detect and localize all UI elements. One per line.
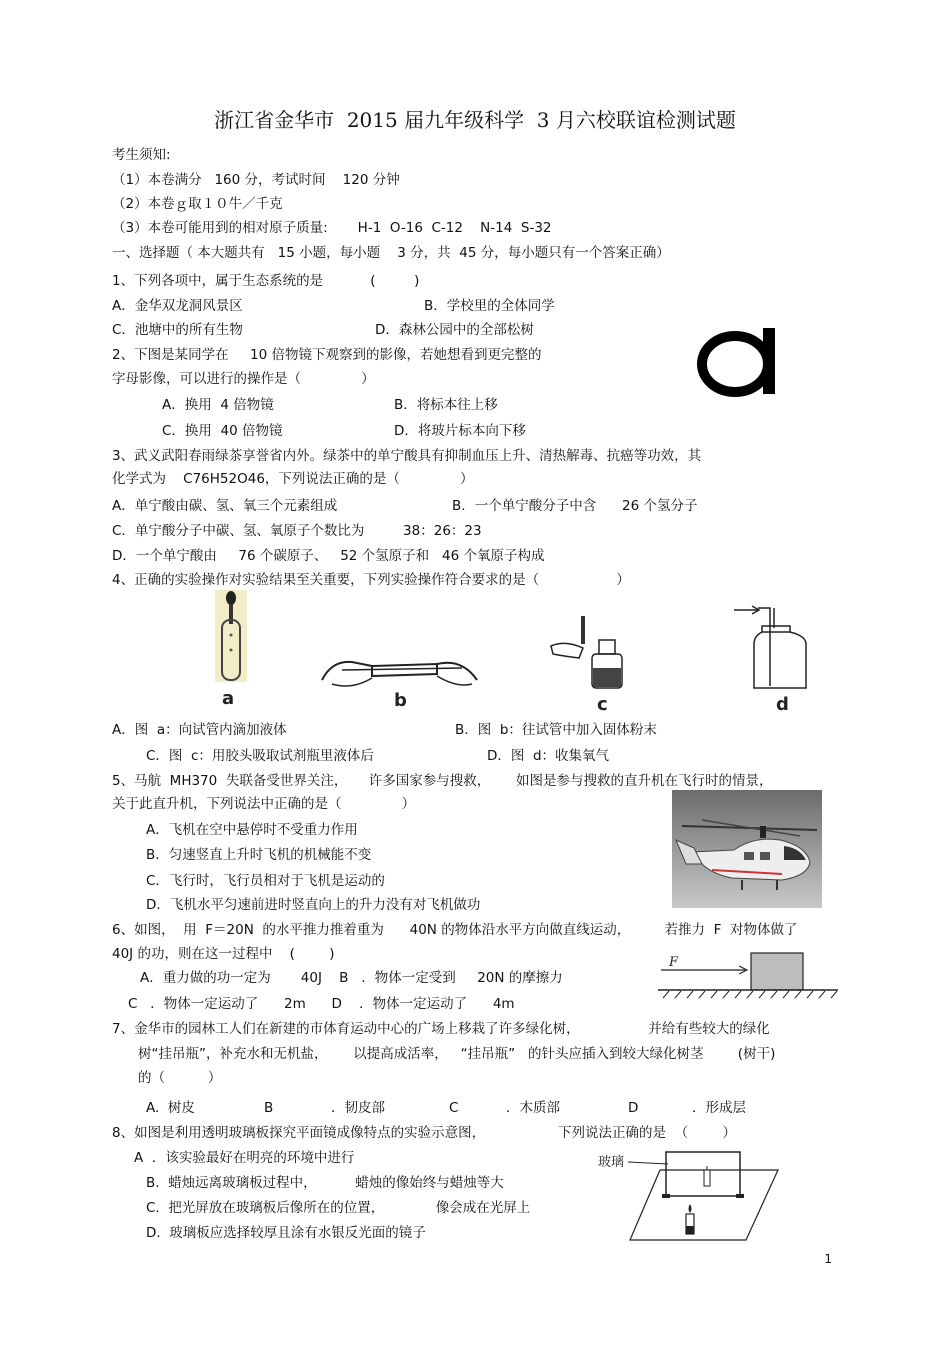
notes-heading: 考生须知: bbox=[112, 147, 171, 163]
q4-option-a: A．图 a：向试管内滴加液体 bbox=[112, 722, 287, 738]
note-2: （2）本卷ｇ取１０牛／千克 bbox=[112, 196, 283, 212]
figure-d-gas-bottle bbox=[732, 600, 812, 714]
q2-stem-line1: 2、下图是某同学在 10 倍物镜下观察到的影像，若她想看到更完整的 bbox=[112, 347, 542, 363]
q7-option-b-text: ．韧皮部 bbox=[331, 1100, 385, 1116]
q2-option-c: C．换用 40 倍物镜 bbox=[162, 423, 283, 439]
q1-option-a: A．金华双龙洞风景区 bbox=[112, 298, 243, 314]
glass-label: 玻璃 bbox=[598, 1155, 625, 1170]
q3-stem-line2: 化学式为 C76H52O46，下列说法正确的是（ ） bbox=[112, 471, 474, 487]
q5-option-a: A．飞机在空中悬停时不受重力作用 bbox=[146, 822, 358, 838]
q8-option-a: A ．该实验最好在明亮的环境中进行 bbox=[134, 1150, 355, 1166]
q1-option-d: D．森林公园中的全部松树 bbox=[375, 322, 534, 338]
figure-c-reagent-bottle bbox=[545, 612, 635, 714]
figure-c-label: c bbox=[597, 694, 608, 714]
helicopter-photo bbox=[672, 790, 822, 908]
q3-option-c: C．单宁酸分子中碳、氢、氧原子个数比为 38：26：23 bbox=[112, 523, 482, 539]
q1-option-c: C．池塘中的所有生物 bbox=[112, 322, 243, 338]
q1-stem: 1、下列各项中，属于生态系统的是 ( ) bbox=[112, 273, 420, 289]
q7-option-a: A. 树皮 bbox=[146, 1100, 195, 1116]
letter-d-figure bbox=[694, 326, 784, 398]
q5-stem-line1: 5、马航 MH370 失联备受世界关注， 许多国家参与搜救， 如图是参与搜救的直升机在飞行时的情景， bbox=[112, 773, 773, 789]
q7-option-c-letter: C bbox=[449, 1100, 459, 1116]
figure-a-label: a bbox=[222, 688, 235, 709]
q5-option-d: D．飞机水平匀速前进时竖直向上的升力没有对飞机做功 bbox=[146, 897, 481, 913]
q7-stem-line2: 树“挂吊瓶”，补充水和无机盐， 以提高成活率， “挂吊瓶” 的针头应插入到较大绿化树茎 (树干) bbox=[138, 1046, 776, 1062]
mirror-experiment-figure bbox=[596, 1146, 782, 1242]
exam-title: 浙江省金华市 2015 届九年级科学 3 月六校联谊检测试题 bbox=[214, 108, 736, 132]
q3-option-d: D．一个单宁酸由 76 个碳原子、 52 个氢原子和 46 个氧原子构成 bbox=[112, 548, 545, 564]
q4-stem: 4、正确的实验操作对实验结果至关重要，下列实验操作符合要求的是（ ） bbox=[112, 572, 630, 588]
q7-option-d-text: ．形成层 bbox=[692, 1100, 746, 1116]
q1-option-b: B．学校里的全体同学 bbox=[424, 298, 555, 314]
q7-option-c-text: ．木质部 bbox=[506, 1100, 560, 1116]
q3-option-a: A．单宁酸由碳、氢、氧三个元素组成 bbox=[112, 498, 338, 514]
note-1: （1）本卷满分 160 分，考试时间 120 分钟 bbox=[112, 172, 400, 188]
section-heading: 一、选择题（ 本大题共有 15 小题，每小题 3 分，共 45 分，每小题只有一个答案正确） bbox=[112, 245, 670, 261]
q5-option-b: B．匀速竖直上升时飞机的机械能不变 bbox=[146, 847, 372, 863]
q4-option-b: B．图 b：往试管中加入固体粉末 bbox=[455, 722, 657, 738]
q6-options-ab: A．重力做的功一定为 40J B ．物体一定受到 20N 的摩擦力 bbox=[140, 970, 563, 986]
q7-option-d-letter: D bbox=[628, 1100, 639, 1116]
figure-a-dropper bbox=[210, 590, 260, 712]
page-number: 1 bbox=[824, 1252, 832, 1266]
q7-stem-line3: 的（ ） bbox=[138, 1070, 222, 1086]
push-block-figure bbox=[655, 948, 840, 1006]
q7-option-b-letter: B bbox=[264, 1100, 274, 1116]
figure-b-test-tube bbox=[312, 640, 492, 712]
force-f-label: F bbox=[669, 955, 679, 970]
q5-stem-line2: 关于此直升机，下列说法中正确的是（ ） bbox=[112, 796, 416, 812]
q4-option-d: D．图 d：收集氧气 bbox=[487, 748, 610, 764]
note-3: （3）本卷可能用到的相对原子质量: H-1 O-16 C-12 N-14 S-32 bbox=[112, 220, 552, 236]
q7-stem-line1: 7、金华市的园林工人们在新建的市体育运动中心的广场上移栽了许多绿化树， 并给有些较大的绿化 bbox=[112, 1021, 770, 1037]
q5-option-c: C．飞行时，飞行员相对于飞机是运动的 bbox=[146, 873, 385, 889]
q2-option-a: A．换用 4 倍物镜 bbox=[162, 397, 274, 413]
q6-stem-line2: 40J 的功，则在这一过程中 ( ) bbox=[112, 946, 335, 962]
figure-d-label: d bbox=[776, 694, 789, 714]
q2-option-d: D．将玻片标本向下移 bbox=[394, 423, 526, 439]
q2-stem-line2: 字母影像，可以进行的操作是（ ） bbox=[112, 371, 375, 387]
q4-option-c: C．图 c：用胶头吸取试剂瓶里液体后 bbox=[146, 748, 374, 764]
q3-stem-line1: 3、武义武阳春雨绿茶享誉省内外。绿茶中的单宁酸具有抑制血压上升、清热解毒、抗癌等功效，其 bbox=[112, 448, 702, 464]
q2-option-b: B．将标本往上移 bbox=[394, 397, 498, 413]
figure-b-label: b bbox=[394, 690, 407, 711]
q8-stem: 8、如图是利用透明玻璃板探究平面镜成像特点的实验示意图， 下列说法正确的是 （ ） bbox=[112, 1125, 736, 1141]
q3-option-b: B．一个单宁酸分子中含 26 个氢分子 bbox=[452, 498, 698, 514]
q6-stem-line1: 6、如图， 用 F＝20N 的水平推力推着重为 40N 的物体沿水平方向做直线运动， 若推力 F 对物体做了 bbox=[112, 922, 798, 938]
q8-option-d: D. 玻璃板应选择较厚且涂有水银反光面的镜子 bbox=[146, 1225, 426, 1241]
q8-option-b: B. 蜡烛远离玻璃板过程中， 蜡烛的像始终与蜡烛等大 bbox=[146, 1175, 504, 1191]
q6-options-cd: C ．物体一定运动了 2m D ．物体一定运动了 4m bbox=[128, 996, 515, 1012]
q8-option-c: C. 把光屏放在玻璃板后像所在的位置， 像会成在光屏上 bbox=[146, 1200, 531, 1216]
